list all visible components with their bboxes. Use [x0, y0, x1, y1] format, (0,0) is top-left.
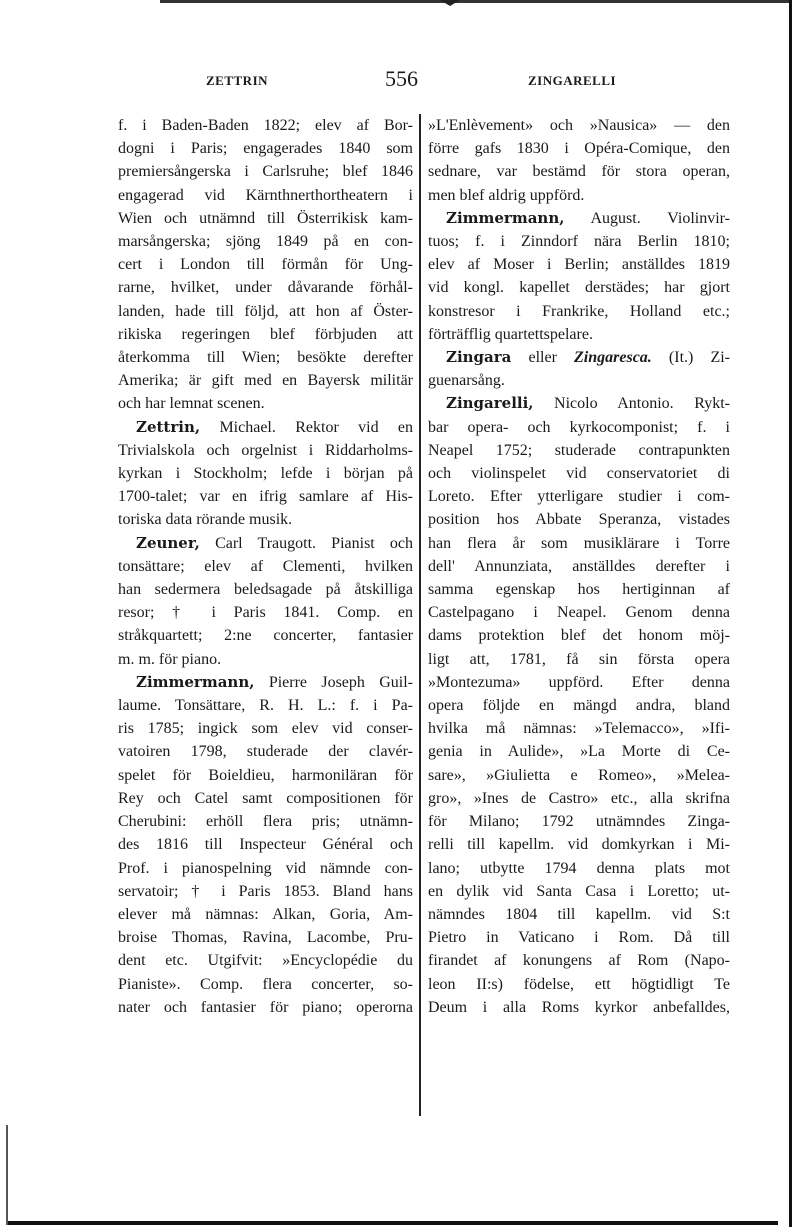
text-line: resor; † i Paris 1841. Comp. en: [118, 604, 413, 622]
text-line: bar opera- och kyrkocomponist; f. i: [428, 418, 730, 436]
text-fragment: Pierre Joseph Guil-: [268, 673, 414, 691]
text-line: han flera år som musiklärare i Torre: [428, 534, 730, 552]
entry-zettrin: [118, 416, 413, 532]
text-line: toriska data rörande musik.: [118, 511, 293, 529]
text-line: rarne, hvilket, under dåvarande förhål-: [118, 279, 413, 297]
text-line: elever må nämnas: Alkan, Goria, Am-: [118, 905, 413, 923]
text-line: firandet af konungens af Rom (Napo-: [428, 952, 730, 970]
text-line: ligt att, 1781, få sin första opera: [428, 650, 730, 668]
text-fragment: Nicolo Antonio. Rykt-: [554, 395, 730, 413]
entry-headword: Zimmermann,: [136, 672, 255, 691]
text-line: broise Thomas, Ravina, Lacombe, Pru-: [118, 929, 413, 947]
text-line: kyrkan i Stockholm; lefde i början på: [118, 465, 413, 483]
text-line: dogni i Paris; engagerades 1840 som: [118, 140, 413, 158]
entry-headword: Zimmermann,: [446, 208, 565, 227]
text-line: engagerad vid Kärnthnerthortheatern i: [118, 186, 413, 204]
text-line: dent etc. Utgifvit: »Encyclopédie du: [118, 952, 413, 970]
right-column: [428, 114, 730, 1019]
scan-left-edge: [6, 1125, 8, 1225]
entry-zeuner: [118, 532, 413, 671]
continuation-paragraph: [118, 114, 413, 416]
text-line: Pianiste». Comp. flera concerter, so-: [118, 975, 413, 993]
text-line: Cherubini: erhöll flera pris; utnämn-: [118, 813, 413, 831]
text-line: landen, hade till följd, att hon af Öster-: [118, 302, 413, 320]
text-line: gro», »Ines de Castro» etc., alla skrifna: [428, 789, 730, 807]
text-fragment: eller: [528, 349, 557, 367]
continuation-paragraph: [428, 114, 730, 207]
text-line: servatoir; † i Paris 1853. Bland hans: [118, 882, 413, 900]
text-line: hvilka må nämnas: »Telemacco», »Ifi-: [428, 720, 730, 738]
entry-zingarelli: [428, 392, 730, 1018]
entry-headword: Zeuner,: [136, 533, 200, 552]
text-line: guenarsång.: [428, 372, 505, 390]
text-line: och violinspelet vid conservatoriet di: [428, 465, 730, 483]
text-line: för Milano; 1792 utnämndes Zinga-: [428, 813, 730, 831]
italic-term: Zingaresca.: [574, 349, 652, 367]
text-line: förre gafs 1830 i Opéra-Comique, den: [428, 140, 730, 158]
text-line: leon II:s) födelse, ett högtidligt Te: [428, 975, 730, 993]
text-line: han sedermera beledsagade på åtskilliga: [118, 581, 413, 599]
page-number: 556: [385, 66, 418, 91]
text-line: dell' Annunziata, anställdes derefter i: [428, 557, 730, 575]
text-line: Wien och utnämnd till Österrikisk kam-: [118, 209, 413, 227]
text-line: nater och fantasier för piano; operorna: [118, 998, 413, 1016]
text-line: återkomma till Wien; besökte derefter: [118, 349, 413, 367]
text-line: genia in Aulide», »La Morte di Ce-: [428, 743, 730, 761]
scan-bottom-rule: [8, 1221, 778, 1225]
text-line: Neapel 1752; studerade contrapunkten: [428, 441, 730, 459]
text-line: Amerika; är gift med en Bayersk militär: [118, 372, 413, 390]
text-line: »Montezuma» uppförd. Efter denna: [428, 673, 730, 691]
text-line: nämndes 1804 till kapellm. vid S:t: [428, 905, 730, 923]
entry-headword: Zettrin,: [136, 417, 201, 436]
text-line: tonsättare; elev af Clementi, hvilken: [118, 557, 413, 575]
text-line: elev af Moser i Berlin; anställdes 1819: [428, 256, 730, 274]
scan-top-rule: [160, 0, 790, 3]
text-line: tuos; f. i Zinndorf nära Berlin 1810;: [428, 233, 730, 251]
text-line: 1700-talet; var en ifrig samlare af His-: [118, 488, 413, 506]
text-fragment: (It.) Zi-: [668, 349, 731, 367]
text-fragment: August. Violinvir-: [590, 209, 730, 227]
text-line: vid kongl. kapellet derstädes; har gjort: [428, 279, 730, 297]
left-running-headword: ZETTRIN: [206, 73, 269, 88]
entry-zimmermann-pierre: [118, 671, 413, 1019]
text-line: relli till kapellm. vid domkyrkan i Mi-: [428, 836, 730, 854]
text-line: och har lemnat scenen.: [118, 395, 265, 413]
text-line: position hos Abbate Speranza, vistades: [428, 511, 730, 529]
text-line: opera följde en mängd andra, bland: [428, 697, 730, 715]
entry-headword: Zingarelli,: [446, 394, 534, 413]
entry-zingara: [428, 346, 730, 392]
text-line: »L'Enlèvement» och »Nausica» — den: [428, 117, 730, 134]
text-line: m. m. för piano.: [118, 650, 222, 668]
text-line: Rey och Catel samt compositionen för: [118, 789, 413, 807]
text-fragment: Carl Traugott. Pianist och: [215, 534, 414, 552]
text-line: laume. Tonsättare, R. H. L.: f. i Pa-: [118, 697, 413, 715]
text-line: des 1816 till Inspecteur Général och: [118, 836, 413, 854]
text-line: sare», »Giulietta e Romeo», »Melea-: [428, 766, 730, 784]
text-line: lano; utbytte 1794 denna plats mot: [428, 859, 730, 877]
text-line: rikiska regeringen blef förbjuden att: [118, 325, 413, 343]
text-line: cert i London till förmån för Ung-: [118, 256, 413, 274]
text-line: vatoiren 1798, studerade der clavér-: [118, 743, 413, 761]
text-line: premiersångerska i Carlsruhe; blef 1846: [118, 163, 413, 181]
running-header: [0, 66, 792, 96]
text-line: en dylik vid Santa Casa i Loretto; ut-: [428, 882, 730, 900]
text-line: dams protektion blef det honom möj-: [428, 627, 730, 645]
column-divider: [419, 114, 421, 1116]
text-line: stråkquartett; 2:ne concerter, fantasier: [118, 627, 413, 645]
text-line: ris 1785; ingick som elev vid conser-: [118, 720, 413, 738]
entry-headword: Zingara: [446, 348, 512, 367]
text-line: Pietro in Vaticano i Rom. Då till: [428, 929, 730, 947]
text-fragment: Michael. Rektor vid en: [219, 418, 414, 436]
text-line: förträfflig quartettspelare.: [428, 325, 593, 343]
text-line: sednare, var bestämd för stora operan,: [428, 163, 730, 181]
left-column: [118, 114, 413, 1019]
text-line: Castelpagano i Neapel. Genom denna: [428, 604, 730, 622]
entry-zimmermann-august: [428, 207, 730, 346]
text-line: Trivialskola och orgelnist i Riddarholms-: [118, 441, 413, 459]
text-line: Loreto. Efter ytterligare studier i com-: [428, 488, 730, 506]
text-line: konstresor i Frankrike, Holland etc.;: [428, 302, 730, 320]
right-running-headword: ZINGARELLI: [528, 73, 617, 88]
text-line: marsångerska; sjöng 1849 på en con-: [118, 233, 413, 251]
text-line: f. i Baden-Baden 1822; elev af Bor-: [118, 117, 413, 134]
text-line: Prof. i pianospelning vid nämnde con-: [118, 859, 413, 877]
text-line: spelet för Boieldieu, harmoniläran för: [118, 766, 413, 784]
text-line: Deum i alla Roms kyrkor anbefalldes,: [428, 998, 730, 1016]
text-line: men blef aldrig uppförd.: [428, 186, 585, 204]
text-line: samma egenskap hos hertiginnan af: [428, 581, 730, 599]
